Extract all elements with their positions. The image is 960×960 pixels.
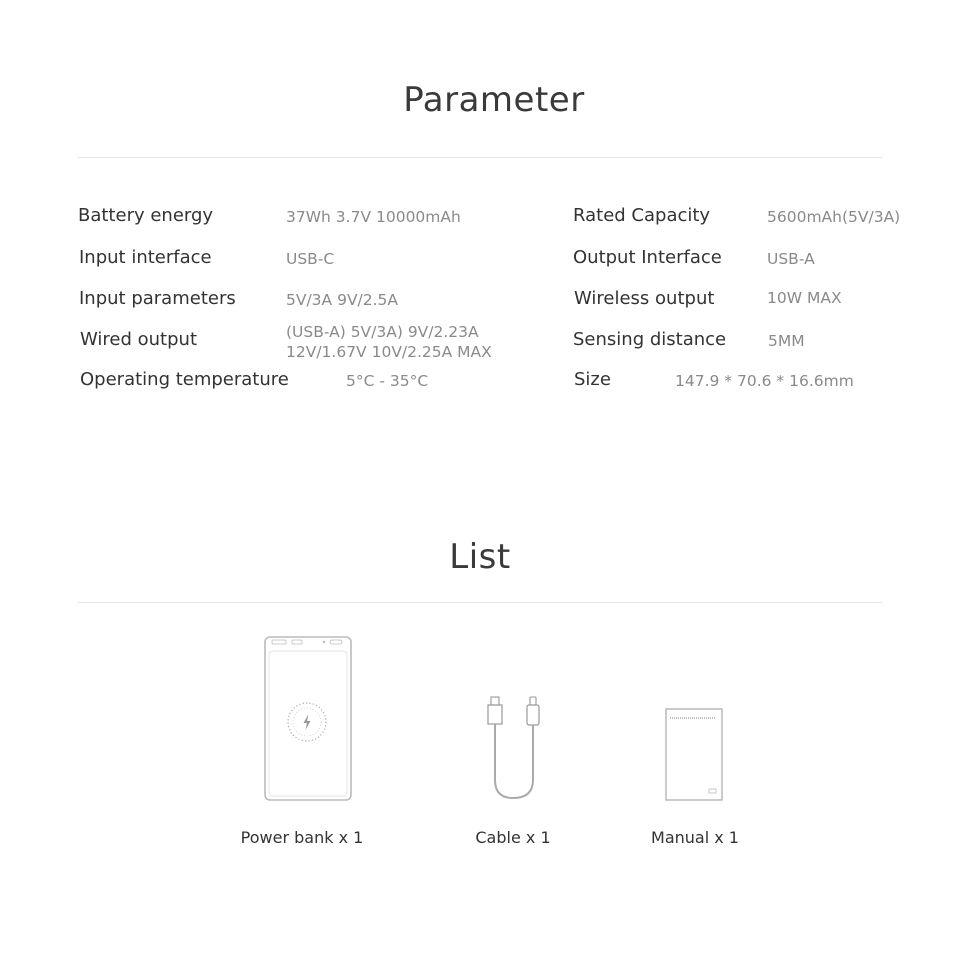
spec-label: Sensing distance xyxy=(573,329,727,350)
spec-value: 147.9 * 70.6 * 16.6mm xyxy=(675,372,854,390)
spec-value: 12V/1.67V 10V/2.25A MAX xyxy=(286,343,492,361)
spec-value: 10W MAX xyxy=(767,289,842,307)
spec-value: 5V/3A 9V/2.5A xyxy=(286,291,399,309)
manual-caption: Manual x 1 xyxy=(651,828,739,847)
spec-value: USB-A xyxy=(767,250,815,268)
spec-label: Battery energy xyxy=(78,205,214,226)
cable-caption: Cable x 1 xyxy=(475,828,551,847)
spec-label: Output Interface xyxy=(573,247,722,268)
spec-label: Rated Capacity xyxy=(573,205,711,226)
manual-icon xyxy=(664,707,724,806)
cable-icon xyxy=(483,692,545,808)
spec-value: USB-C xyxy=(286,250,335,268)
spec-label: Input interface xyxy=(79,247,212,268)
spec-value: 5MM xyxy=(768,332,805,350)
parameter-divider xyxy=(78,157,882,158)
list-title: List xyxy=(449,537,511,577)
spec-value: (USB-A) 5V/3A) 9V/2.23A xyxy=(286,323,479,341)
power-bank-caption: Power bank x 1 xyxy=(240,828,364,847)
spec-label: Wireless output xyxy=(574,288,715,309)
spec-label: Input parameters xyxy=(79,288,236,309)
spec-value: 5°C - 35°C xyxy=(346,372,429,390)
spec-value: 5600mAh(5V/3A) xyxy=(767,208,901,226)
list-divider xyxy=(78,602,882,603)
power-bank-icon xyxy=(262,635,354,807)
spec-label: Wired output xyxy=(80,329,197,350)
spec-value: 37Wh 3.7V 10000mAh xyxy=(286,208,461,226)
spec-label: Operating temperature xyxy=(80,369,289,390)
parameter-title: Parameter xyxy=(403,80,585,120)
spec-label: Size xyxy=(574,369,611,390)
